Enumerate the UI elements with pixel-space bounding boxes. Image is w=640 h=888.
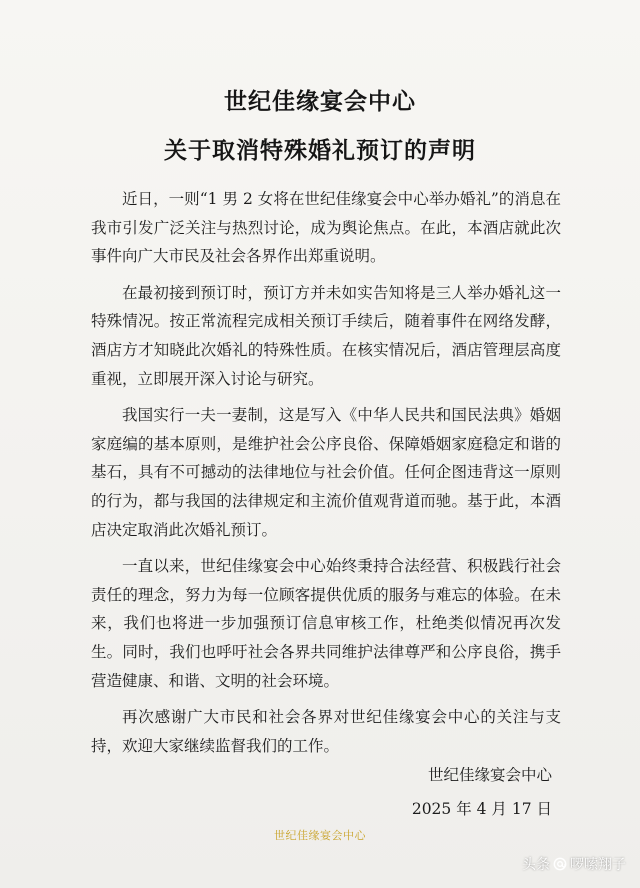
footer-letterhead: 世纪佳缘宴会中心 [274, 829, 366, 842]
platform-watermark [522, 854, 626, 874]
paragraph-2: 在最初接到预订时，预订方并未如实告知将是三人举办婚礼这一特殊情况。按正常流程完成相关预订手续后，随着事件在网络发酵，酒店方才知晓此次婚礼的特殊性质。在核实情况后，酒店管理层高度重视，立即展开深入讨论与研究。 [91, 283, 561, 388]
watermark-account: 啰嗦翔子 [570, 857, 626, 873]
signature-organization: 世纪佳缘宴会中心 [427, 766, 552, 784]
paragraph-1: 近日，一则“1 男 2 女将在世纪佳缘宴会中心举办婚礼”的消息在我市引发广泛关注与热烈讨论，成为舆论焦点。在此，本酒店就此次事件向广大市民及社会各界作出郑重说明。 [91, 190, 561, 266]
at-sign-icon [553, 857, 567, 871]
document-title-statement: 关于取消特殊婚礼预订的声明 [164, 137, 476, 164]
paragraph-3: 我国实行一夫一妻制，这是写入《中华人民共和国民法典》婚姻家庭编的基本原则，是维护社会公序良俗、保障婚姻家庭稳定和谐的基石，具有不可撼动的法律地位与社会价值。任何企图违背这一原则的行为，都与我国的法律规定和主流价值观背道而驰。基于此，本酒店决定取消此次婚礼预订。 [91, 406, 561, 539]
document-title-org: 世纪佳缘宴会中心 [224, 88, 416, 115]
watermark-prefix: 头条 [522, 857, 550, 873]
signature-block [412, 758, 552, 826]
paragraph-5: 再次感谢广大市民和社会各界对世纪佳缘宴会中心的关注与支持，欢迎大家继续监督我们的工作。 [91, 708, 561, 755]
statement-body [91, 185, 561, 768]
signature-date: 2025 年 4 月 17 日 [411, 800, 552, 818]
paragraph-4: 一直以来，世纪佳缘宴会中心始终秉持合法经营、积极践行社会责任的理念，努力为每一位顾客提供优质的服务与难忘的体验。在未来，我们也将进一步加强预订信息审核工作，杜绝类似情况再次发生。同时，我们也呼吁社会各界共同维护法律尊严和公序良俗，携手营造健康、和谐、文明的社会环境。 [91, 557, 561, 690]
